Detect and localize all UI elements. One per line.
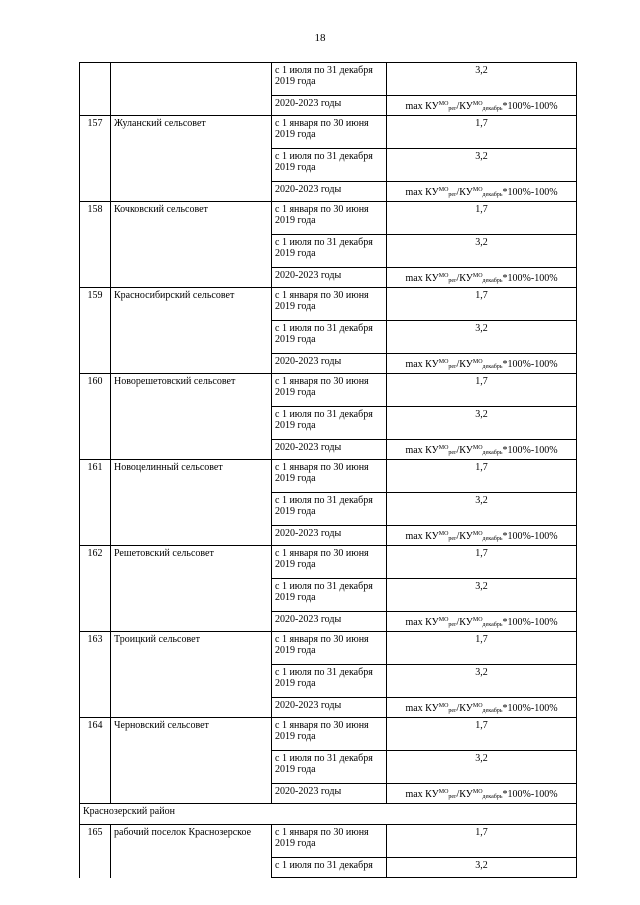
- municipality-cell: Решетовский сельсовет: [111, 546, 272, 632]
- value-cell: 3,2: [387, 63, 577, 96]
- row-number-cell: 164: [80, 718, 111, 804]
- period-cell: с 1 января по 30 июня 2019 года: [272, 374, 387, 407]
- municipality-cell: рабочий поселок Краснозерское: [111, 825, 272, 878]
- period-cell: 2020-2023 годы: [272, 354, 387, 374]
- row-number-cell: 160: [80, 374, 111, 460]
- value-cell: 3,2: [387, 665, 577, 698]
- period-cell: с 1 января по 30 июня 2019 года: [272, 546, 387, 579]
- period-cell: с 1 июля по 31 декабря: [272, 858, 387, 878]
- table-row: [80, 288, 577, 321]
- period-cell: с 1 января по 30 июня 2019 года: [272, 718, 387, 751]
- value-cell: 1,7: [387, 288, 577, 321]
- row-number-cell: 161: [80, 460, 111, 546]
- formula-cell: $\max КУ^{МО}_{рег}/КУ^{МО}_{декабрь}*100\%-100\%$: [387, 698, 577, 718]
- value-cell: 1,7: [387, 460, 577, 493]
- value-cell: 3,2: [387, 235, 577, 268]
- municipality-cell: Новорешетовский сельсовет: [111, 374, 272, 460]
- formula-cell: $\max КУ^{МО}_{рег}/КУ^{МО}_{декабрь}*100\%-100\%$: [387, 354, 577, 374]
- municipality-cell: [111, 63, 272, 116]
- period-cell: 2020-2023 годы: [272, 612, 387, 632]
- formula-cell: $\max КУ^{МО}_{рег}/КУ^{МО}_{декабрь}*100\%-100\%$: [387, 96, 577, 116]
- period-cell: с 1 января по 30 июня 2019 года: [272, 116, 387, 149]
- period-cell: с 1 июля по 31 декабря 2019 года: [272, 493, 387, 526]
- period-cell: с 1 июля по 31 декабря 2019 года: [272, 235, 387, 268]
- value-cell: 1,7: [387, 718, 577, 751]
- row-number-cell: 158: [80, 202, 111, 288]
- table-row: [80, 825, 577, 858]
- table-row: [80, 63, 577, 96]
- district-heading: Краснозерский район: [80, 804, 577, 825]
- value-cell: 3,2: [387, 149, 577, 182]
- row-number-cell: 163: [80, 632, 111, 718]
- table-row: [80, 632, 577, 665]
- period-cell: с 1 января по 30 июня 2019 года: [272, 460, 387, 493]
- period-cell: с 1 января по 30 июня 2019 года: [272, 825, 387, 858]
- table-row: [80, 460, 577, 493]
- municipality-cell: Жуланский сельсовет: [111, 116, 272, 202]
- period-cell: с 1 июля по 31 декабря 2019 года: [272, 665, 387, 698]
- period-cell: 2020-2023 годы: [272, 182, 387, 202]
- period-cell: 2020-2023 годы: [272, 526, 387, 546]
- formula-cell: $\max КУ^{МО}_{рег}/КУ^{МО}_{декабрь}*100\%-100\%$: [387, 182, 577, 202]
- value-cell: 1,7: [387, 825, 577, 858]
- value-cell: 1,7: [387, 546, 577, 579]
- value-cell: 3,2: [387, 858, 577, 878]
- table-row: [80, 546, 577, 579]
- period-cell: с 1 июля по 31 декабря 2019 года: [272, 63, 387, 96]
- table-row: [80, 202, 577, 235]
- value-cell: 3,2: [387, 321, 577, 354]
- value-cell: 1,7: [387, 632, 577, 665]
- formula-cell: $\max КУ^{МО}_{рег}/КУ^{МО}_{декабрь}*100\%-100\%$: [387, 612, 577, 632]
- row-number-cell: 162: [80, 546, 111, 632]
- value-cell: 3,2: [387, 407, 577, 440]
- value-cell: 1,7: [387, 202, 577, 235]
- table-row: [80, 374, 577, 407]
- municipality-cell: Кочковский сельсовет: [111, 202, 272, 288]
- period-cell: с 1 июля по 31 декабря 2019 года: [272, 149, 387, 182]
- table-row: [80, 116, 577, 149]
- period-cell: с 1 января по 30 июня 2019 года: [272, 632, 387, 665]
- period-cell: с 1 июля по 31 декабря 2019 года: [272, 579, 387, 612]
- period-cell: 2020-2023 годы: [272, 96, 387, 116]
- tariff-table: [79, 62, 577, 878]
- period-cell: 2020-2023 годы: [272, 440, 387, 460]
- municipality-cell: Новоцелинный сельсовет: [111, 460, 272, 546]
- value-cell: 1,7: [387, 374, 577, 407]
- row-number-cell: 157: [80, 116, 111, 202]
- municipality-cell: Троицкий сельсовет: [111, 632, 272, 718]
- page-number: 18: [314, 32, 326, 44]
- period-cell: с 1 июля по 31 декабря 2019 года: [272, 321, 387, 354]
- table-row: [80, 718, 577, 751]
- municipality-cell: Черновский сельсовет: [111, 718, 272, 804]
- period-cell: 2020-2023 годы: [272, 268, 387, 288]
- value-cell: 3,2: [387, 493, 577, 526]
- period-cell: с 1 июля по 31 декабря 2019 года: [272, 407, 387, 440]
- formula-cell: $\max КУ^{МО}_{рег}/КУ^{МО}_{декабрь}*100\%-100\%$: [387, 526, 577, 546]
- formula-cell: $\max КУ^{МО}_{рег}/КУ^{МО}_{декабрь}*100\%-100\%$: [387, 268, 577, 288]
- municipality-cell: Красносибирский сельсовет: [111, 288, 272, 374]
- period-cell: 2020-2023 годы: [272, 784, 387, 804]
- period-cell: с 1 января по 30 июня 2019 года: [272, 202, 387, 235]
- row-number-cell: 159: [80, 288, 111, 374]
- value-cell: 1,7: [387, 116, 577, 149]
- row-number-cell: [80, 63, 111, 116]
- value-cell: 3,2: [387, 579, 577, 612]
- district-row: [80, 804, 577, 825]
- row-number-cell: 165: [80, 825, 111, 878]
- value-cell: 3,2: [387, 751, 577, 784]
- formula-cell: $\max КУ^{МО}_{рег}/КУ^{МО}_{декабрь}*100\%-100\%$: [387, 440, 577, 460]
- period-cell: с 1 января по 30 июня 2019 года: [272, 288, 387, 321]
- period-cell: 2020-2023 годы: [272, 698, 387, 718]
- period-cell: с 1 июля по 31 декабря 2019 года: [272, 751, 387, 784]
- formula-cell: $\max КУ^{МО}_{рег}/КУ^{МО}_{декабрь}*100\%-100\%$: [387, 784, 577, 804]
